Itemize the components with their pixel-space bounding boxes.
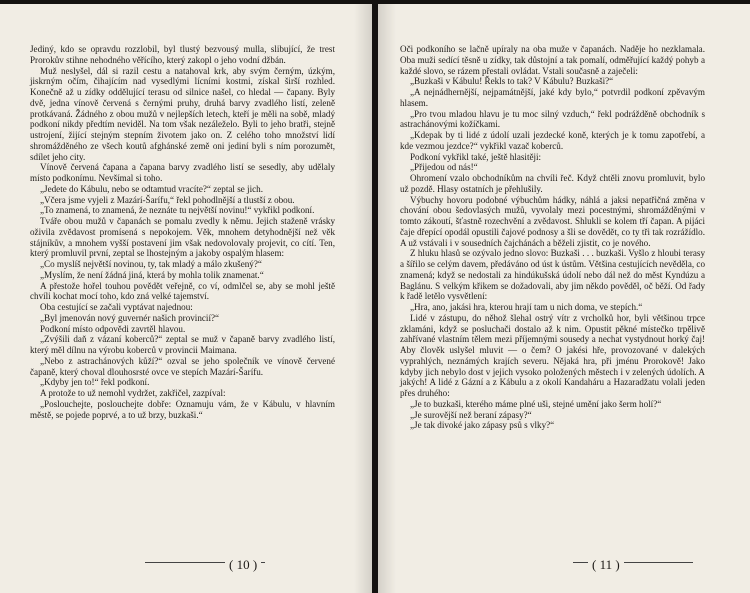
paragraph: Tváře obou mužů v čapanách se pomalu zvedly k němu. Jejich staženě vrásky oživila zvědavost promísená s nepokojem. Věk, mnohem detyhodnější než věk stájníkův, a mnohem vyšší postavení jim však nedovolovaly projevit, co cítí. Ten, který promluvil první, zeptal se lhostejným a jakoby ospalým hlasem: bbox=[30, 216, 335, 259]
paragraph: A přestože hořel touhou povědět veřejně, co ví, odmlčel se, aby se mohl ještě chvíli kochat mocí toho, kdo zná velké tajemství. bbox=[30, 280, 335, 302]
paragraph: „Pro tvou mladou hlavu je tu moc silný vzduch,“ řekl podrážděně obchodník s astrachánovými kožíčkami. bbox=[400, 108, 705, 130]
paragraph: „Nebo z astrachánových kůží?“ ozval se jeho společník ve vínově červené čapaně, který choval dlouhosrsté ovce ve stepích Mazárí-Šarífu. bbox=[30, 355, 335, 377]
paragraph: „Poslouchejte, poslouchejte dobře: Oznamuju vám, že v Kábulu, v hlavním městě, se pojede poprvé, a to už brzy, buzkaši.“ bbox=[30, 398, 335, 420]
paragraph: „To znamená, to znamená, že neznáte tu největší novinu!“ vykřikl podkoní. bbox=[40, 205, 315, 216]
paragraph: Podkoní vykřikl také, ještě hlasitěji: bbox=[410, 151, 542, 162]
right-page bbox=[378, 4, 750, 593]
paragraph: Podkoní místo odpovědi zavrtěl hlavou. bbox=[40, 323, 186, 334]
paragraph: Ohromení vzalo obchodníkům na chvíli řeč. Když chtěli znovu promluvit, bylo už pozdě. Hlasy ostatních je přehlušily. bbox=[400, 173, 705, 194]
gutter-shadow bbox=[354, 4, 372, 593]
paragraph: „Byl jmenován nový guvernér našich provincií?“ bbox=[40, 312, 220, 323]
paragraph: Oči podkoního se lačně upíraly na oba muže v čapanách. Naděje ho nezklamala. Oba muži sedící těsně u zídky, tak důstojní a tak pomalí, odměřující každý pohyb a každé slovo, se rázem přestali ovládat. Vstali současně a zaječeli: bbox=[400, 44, 705, 76]
paragraph: „Kdyby jen to!“ řekl podkoní. bbox=[40, 377, 150, 388]
paragraph: „Je to buzkaši, kterého máme plné uši, stejné umění jako šerm holí?“ bbox=[410, 398, 662, 409]
paragraph: „Jedete do Kábulu, nebo se odtamtud vracíte?“ zeptal se jich. bbox=[40, 183, 263, 194]
paragraph: „Je surovější než beraní zápasy?“ bbox=[410, 409, 532, 420]
paragraph: „Buzkaši v Kábulu! Řekls to tak? V Kábulu? Buzkaši?“ bbox=[410, 76, 614, 87]
paragraph: „Kdepak by ti lidé z údolí uzali jezdecké koně, kterých je k tomu zapotřebí, a kde vezmou jezdce?“ vykřikl vazač koberců. bbox=[400, 130, 705, 151]
right-page-text bbox=[400, 44, 705, 431]
page-number: ( 10 ) bbox=[225, 557, 261, 573]
page-number: ( 11 ) bbox=[588, 557, 624, 573]
paragraph: Z hluku hlasů se ozývalo jedno slovo: Buzkaši . . . buzkaši. Vyšlo z hloubi terasy a šířilo se celým davem, předáváno od úst k ústům. Většina cestujících nevěděla, co znamená; když se nedostali za hindúkušská údolí nebo dál než do měst Kyndúzu a Baglánu. S velkým křikem se dožadovali, aby jim někdo pověděl, oč běží. Od řady k řadě letělo vysvětlení: bbox=[400, 248, 705, 302]
paragraph: Oba cestující se začali vyptávat najednou: bbox=[40, 302, 193, 312]
paragraph: Vínově červená čapana a čapana barvy zvadlého listí se sesedly, aby udělaly místo podkonímu. Nevšímal si toho. bbox=[30, 162, 335, 183]
paragraph: A protože to už nemohl vydržet, zakřičel, zazpíval: bbox=[40, 388, 226, 398]
paragraph: „Myslím, že není žádná jiná, která by mohla tolik znamenat.“ bbox=[40, 269, 264, 280]
paragraph: „A nejnádhernější, nejpamátnější, jaké kdy bylo,“ potvrdil podkoní zpěvavým hlasem. bbox=[400, 87, 705, 108]
paragraph: „Je tak divoké jako zápasy psů s vlky?“ bbox=[410, 420, 555, 431]
paragraph: „Zvýšili daň z vázaní koberců?“ zeptal se muž v čapaně barvy zvadlého listí, který měl dílnu na výrobu koberců v provincii Maimana. bbox=[30, 334, 335, 355]
paragraph: „Co myslíš největší novinou, ty, tak mladý a málo zkušený?“ bbox=[40, 259, 262, 269]
paragraph: Lidé v zástupu, do něhož šlehal ostrý vítr z vrcholků hor, byli většinou trpce zklamáni, když se posluchači dostalo až k nim. Opustit pěkné místečko trpělivě zahřívané vlastním tělem mezi příjemnými sousedy a nechat vystydnout horký čaj! Aby člověk uslyšel mluvit — o čem? O jakési hře, provozované v dalekých vyprahlých, neznámých krajích severu. Nějaká hra, při jménu Prorokově! Jako kdyby jich nebylo dost v jejich vysoko položených městech i v zelených údolích. A jakých! A lidé z Gázní a z Kábulu a z okolí Kandaháru a Hazaradžatu volali jeden přes druhého: bbox=[400, 312, 705, 398]
paragraph: Výbuchy hovoru podobné výbuchům hádky, náhlá a jaksi nepatřičná změna v chování obou šedovlasých mužů, vyvolaly mezi pocestnými, shromážděnými v tomto zákoutí, šťastně rozechvění a zvědavost. Shlukli se kolem tří čapan. A pijáci čaje dřepící opodál opustili čajové podnosy a šli se dovědět, co ty tři tak rozrážídlo. A už vstávali i v sousedních čajchánách a běželi zjistit, co je nového. bbox=[400, 194, 705, 248]
paragraph: „Včera jsme vyjeli z Mazárí-Šarífu,“ řekl pohodlnější a tlustší z obou. bbox=[40, 194, 295, 205]
left-page bbox=[0, 4, 372, 593]
paragraph: „Hra, ano, jakási hra, kterou hrají tam u nich doma, ve stepích.“ bbox=[410, 302, 643, 312]
paragraph: Muž neslyšel, dál si razil cestu a natahoval krk, aby svým černým, úzkým, jiskrným očím, čihajícím nad vysedlými lícními kostmi, získal širší rozhled. Konečně až u zídky oddělující terasu od silnice našel, co hledal — čapany. Byly dvě, jedna vínově červená s černými pruhy, druhá barvy zvadlého listí, zeleně protkávaná. Žádného z obou mužů v nejlepších letech, kteří je měli na sobě, mladý podkoní nikdy předtím neviděl. Na tom však nezáleželo. Byli to jeho bratři, stejně ustrojení, žijící stejným stepním životem jako on. Z celého toho množství lidí shromážděného ze všech koutů afghánské země oni jediní byli s ním porozumět, sdílet jeho city. bbox=[30, 65, 335, 162]
paragraph: „Přijedou od nás!“ bbox=[410, 162, 478, 173]
left-page-text bbox=[30, 44, 335, 420]
gutter-shadow bbox=[378, 4, 396, 593]
paragraph: Jediný, kdo se opravdu rozzlobil, byl tlustý bezvousý mulla, slibující, že trest Prorokův stihne nehodného věřícího, který zakopl o jeho vodní džbán. bbox=[30, 44, 335, 65]
